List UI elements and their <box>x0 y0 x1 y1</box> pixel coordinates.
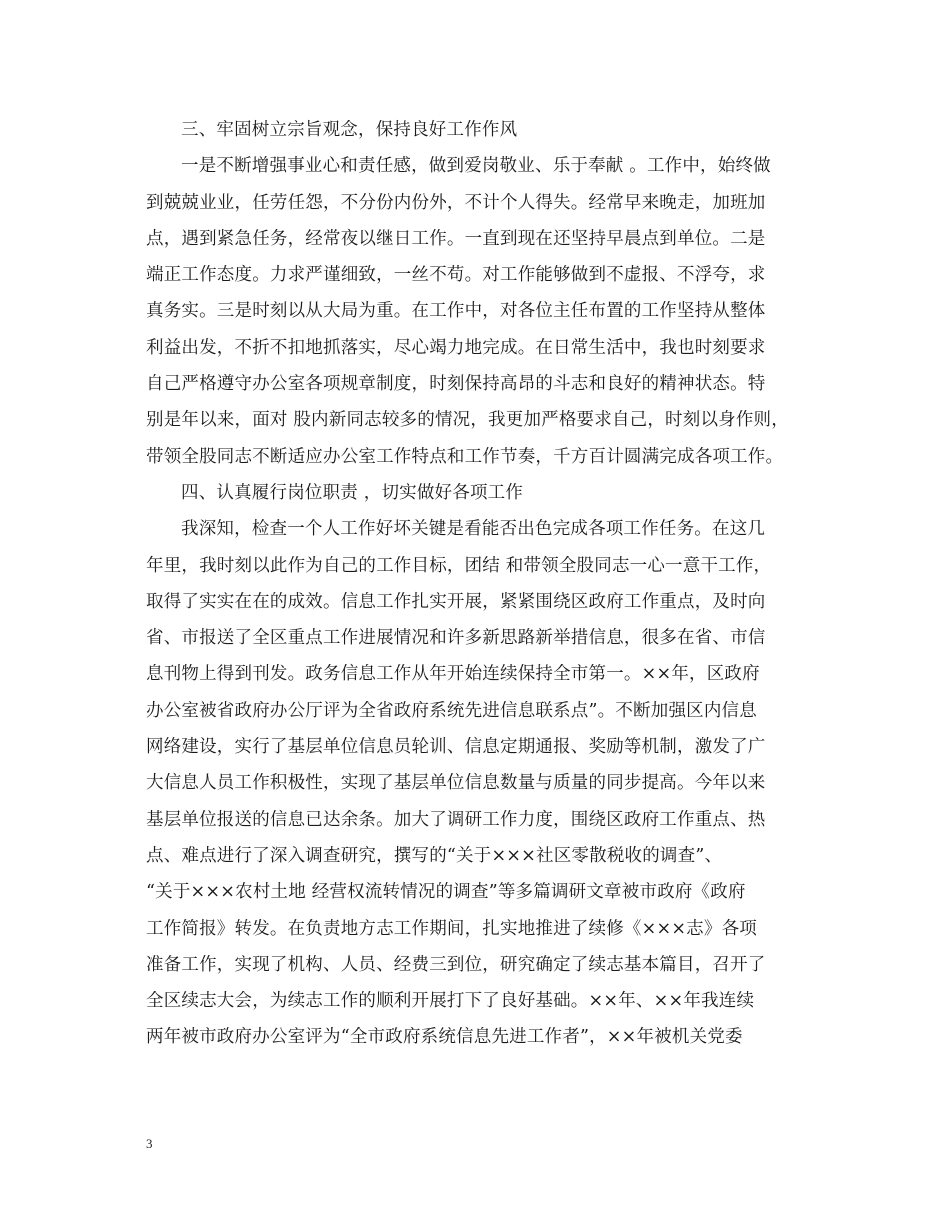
text-line: 一是不断增强事业心和责任感，做到爱岗敬业、乐于奉献 。工作中，始终做 <box>181 156 771 177</box>
text-line: “关于×××农村土地 经营权流转情况的调查”等多篇调研文章被市政府《政府 <box>146 882 746 903</box>
text-line: 利益出发，不折不扣地抓落实，尽心竭力地完成。在日常生活中，我也时刻要求 <box>146 337 766 358</box>
text-line: 端正工作态度。力求严谨细致，一丝不苟。对工作能够做到不虚报、不浮夸，求 <box>146 265 766 286</box>
text-line: 大信息人员工作积极性，实现了基层单位信息数量与质量的同步提高。今年以来 <box>146 773 766 794</box>
text-line: 点，遇到紧急任务，经常夜以继日工作。一直到现在还坚持早晨点到单位。二是 <box>146 228 766 249</box>
text-line: 省、市报送了全区重点工作进展情况和许多新思路新举措信息，很多在省、市信 <box>146 628 766 649</box>
text-line: 自己严格遵守办公室各项规章制度，时刻保持高昂的斗志和良好的精神状态。特 <box>146 374 766 395</box>
text-line: 我深知，检查一个人工作好坏关键是看能否出色完成各项工作任务。在这几 <box>181 519 766 540</box>
text-line: 别是年以来，面对 股内新同志较多的情况，我更加严格要求自己，时刻以身作则， <box>146 410 789 431</box>
text-line: 取得了实实在在的成效。信息工作扎实开展，紧紧围绕区政府工作重点，及时向 <box>146 591 766 612</box>
text-line: 到兢兢业业，任劳任怨，不分份内份外，不计个人得失。经常早来晚走，加班加 <box>146 192 766 213</box>
text-line: 两年被市政府办公室评为“全市政府系统信息先进工作者”，××年被机关党委 <box>146 1027 743 1048</box>
text-line: 点、难点进行了深入调查研究，撰写的“关于×××社区零散税收的调查”、 <box>146 845 723 866</box>
text-line: 网络建设，实行了基层单位信息员轮训、信息定期通报、奖励等机制，激发了广 <box>146 737 766 758</box>
text-line: 准备工作，实现了机构、人员、经费三到位，研究确定了续志基本篇目，召开了 <box>146 954 766 975</box>
text-line: 办公室被省政府办公厅评为全省政府系统先进信息联系点”。不断加强区内信息 <box>146 700 757 721</box>
text-line: 四、认真履行岗位职责 ，切实做好各项工作 <box>181 482 524 503</box>
text-line: 带领全股同志不断适应办公室工作特点和工作节奏，千方百计圆满完成各项工作。 <box>146 446 784 467</box>
text-line: 全区续志大会，为续志工作的顺利开展打下了良好基础。××年、××年我连续 <box>146 991 755 1012</box>
text-line: 年里，我时刻以此作为自己的工作目标，团结 和带领全股同志一心一意干工作， <box>146 555 772 576</box>
text-line: 三、牢固树立宗旨观念，保持良好工作作风 <box>181 120 518 140</box>
text-line: 息刊物上得到刊发。政务信息工作从年开始连续保持全市第一。××年，区政府 <box>146 664 760 685</box>
page-number: 3 <box>146 1136 153 1151</box>
document-body <box>146 112 820 1056</box>
text-line: 基层单位报送的信息已达余条。加大了调研工作力度，围绕区政府工作重点、热 <box>146 809 766 830</box>
text-line: 工作简报》转发。在负责地方志工作期间，扎实地推进了续修《×××志》各项 <box>146 918 757 939</box>
text-line: 真务实。三是时刻以从大局为重。在工作中，对各位主任布置的工作坚持从整体 <box>146 301 766 322</box>
